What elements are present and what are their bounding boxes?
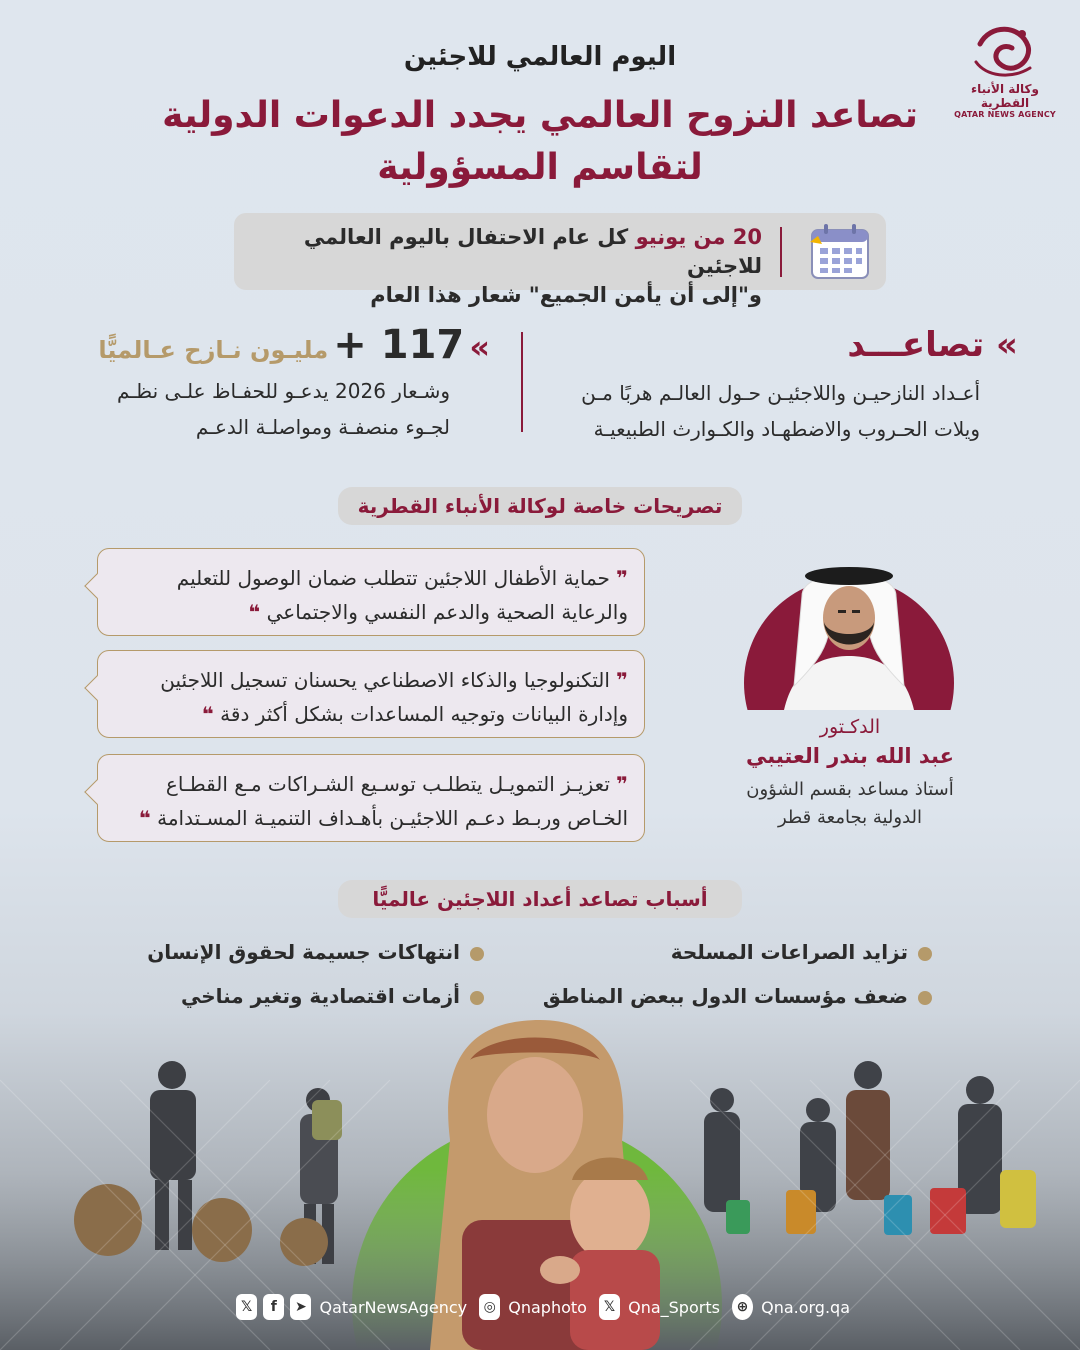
- bullet-icon: [918, 991, 932, 1005]
- banner-date: 20 من يونيو: [635, 225, 762, 249]
- person-role: [700, 776, 1000, 832]
- quote-open-icon: ❞: [616, 668, 628, 692]
- causes-heading: أسباب تصاعد أعداد اللاجئين عالميًّا: [338, 880, 742, 918]
- cause-text: ضعف مؤسسات الدول ببعض المناطق: [542, 984, 908, 1008]
- quote-close-icon: ❝: [202, 702, 214, 726]
- cause-item: [543, 984, 932, 1008]
- quote-line1: حماية الأطفال اللاجئين تتطلب ضمان الوصول للتعليم: [176, 566, 610, 590]
- social-footer: [236, 1292, 856, 1322]
- displaced-text: [80, 373, 450, 445]
- quote-line2: والرعاية الصحية والدعم النفسي والاجتماعي: [266, 600, 628, 624]
- cause-item: [181, 984, 484, 1008]
- displaced-number: 117 +: [333, 322, 465, 368]
- displaced-line1: وشـعار 2026 يدعـو للحفـاظ علـى نظـم: [117, 379, 450, 403]
- person-illustration: [744, 556, 954, 710]
- stats-divider: [521, 332, 523, 432]
- quote-tail: [84, 573, 109, 598]
- displaced-heading: [98, 322, 490, 368]
- rise-text: [540, 375, 980, 447]
- date-banner: [234, 213, 886, 307]
- person-role-line2: الدولية بجامعة قطر: [777, 807, 923, 828]
- chevron-icon: »: [996, 325, 1018, 365]
- banner-line2: و"إلى أن يأمن الجميع" شعار هذا العام: [370, 283, 762, 307]
- web-icon[interactable]: ⊕: [732, 1294, 753, 1320]
- cause-item: [147, 940, 484, 964]
- quote-box: [97, 650, 645, 738]
- rise-heading-text: تصاعـــد: [847, 325, 985, 365]
- cause-text: تزايد الصراعات المسلحة: [670, 940, 908, 964]
- calendar-icon: [808, 222, 872, 282]
- chevron-icon: »: [469, 328, 490, 366]
- handle-main[interactable]: QatarNewsAgency: [319, 1297, 468, 1317]
- quote-line1: التكنولوجيا والذكاء الاصطناعي يحسنان تسجيل اللاجئين: [160, 668, 610, 692]
- quote-line1: تعزيـز التمويـل يتطلـب توسـيع الشـراكات مـع القطـاع: [165, 772, 610, 796]
- main-title-line2: لتقاسم المسؤولية: [377, 147, 703, 188]
- quote-box: [97, 548, 645, 636]
- instagram-icon[interactable]: ◎: [479, 1294, 500, 1320]
- cause-text: انتهاكات جسيمة لحقوق الإنسان: [147, 940, 460, 964]
- facebook-icon[interactable]: f: [263, 1294, 284, 1320]
- person-title: الدكـتور: [819, 716, 881, 738]
- banner-text: [252, 223, 762, 310]
- quote-open-icon: ❞: [616, 772, 628, 796]
- x-icon[interactable]: 𝕏: [599, 1294, 620, 1320]
- displaced-unit: مليـون نـازح عـالميًّا: [98, 336, 329, 364]
- rise-line2: ويلات الحـروب والاضطهـاد والكـوارث الطبيعيـة: [593, 417, 980, 441]
- website-link[interactable]: Qna.org.qa: [761, 1297, 851, 1317]
- displaced-line2: لجـوء منصفـة ومواصلـة الدعـم: [195, 415, 450, 439]
- person-name: عبد الله بندر العتيبي: [746, 744, 954, 768]
- quote-close-icon: ❝: [248, 600, 261, 624]
- cause-text: أزمات اقتصادية وتغير مناخي: [180, 984, 460, 1008]
- statements-heading: تصريحات خاصة لوكالة الأنباء القطرية: [338, 487, 742, 525]
- main-title-line1: تصاعد النزوح العالمي يجدد الدعوات الدولية: [162, 95, 918, 136]
- quote-box: [97, 754, 645, 842]
- rise-heading: [847, 325, 1018, 365]
- bullet-icon: [470, 947, 484, 961]
- telegram-icon[interactable]: ➤: [290, 1294, 311, 1320]
- quote-open-icon: ❞: [616, 566, 628, 590]
- x-icon[interactable]: 𝕏: [236, 1294, 257, 1320]
- person-role-line1: أستاذ مساعد بقسم الشؤون: [746, 779, 954, 800]
- cause-item: [671, 940, 932, 964]
- logo-name-ar: وكالة الأنباء القطرية: [971, 82, 1039, 110]
- pre-title: اليوم العالمي للاجئين: [403, 42, 677, 72]
- quote-tail: [84, 779, 109, 804]
- rise-line1: أعـداد النازحيـن واللاجئيـن حـول العالـم هربًا مـن: [581, 381, 980, 405]
- handle-photo[interactable]: Qnaphoto: [508, 1297, 587, 1317]
- main-title: [100, 90, 980, 194]
- handle-sports[interactable]: Qna_Sports: [628, 1297, 720, 1317]
- quote-line2: الخـاص وربـط دعـم اللاجئيـن بأهـداف التنميـة المسـتدامة: [157, 806, 628, 830]
- quote-close-icon: ❝: [139, 806, 151, 830]
- logo-name-en: QATAR NEWS AGENCY: [954, 110, 1056, 119]
- banner-separator: [780, 227, 782, 277]
- bullet-icon: [918, 947, 932, 961]
- banner-line1: كل عام الاحتفال باليوم العالمي للاجئين: [303, 225, 762, 278]
- quote-line2: وإدارة البيانات وتوجيه المساعدات بشكل أكثر دقة: [220, 702, 628, 726]
- bullet-icon: [470, 991, 484, 1005]
- portrait: [744, 556, 954, 710]
- quote-tail: [84, 675, 109, 700]
